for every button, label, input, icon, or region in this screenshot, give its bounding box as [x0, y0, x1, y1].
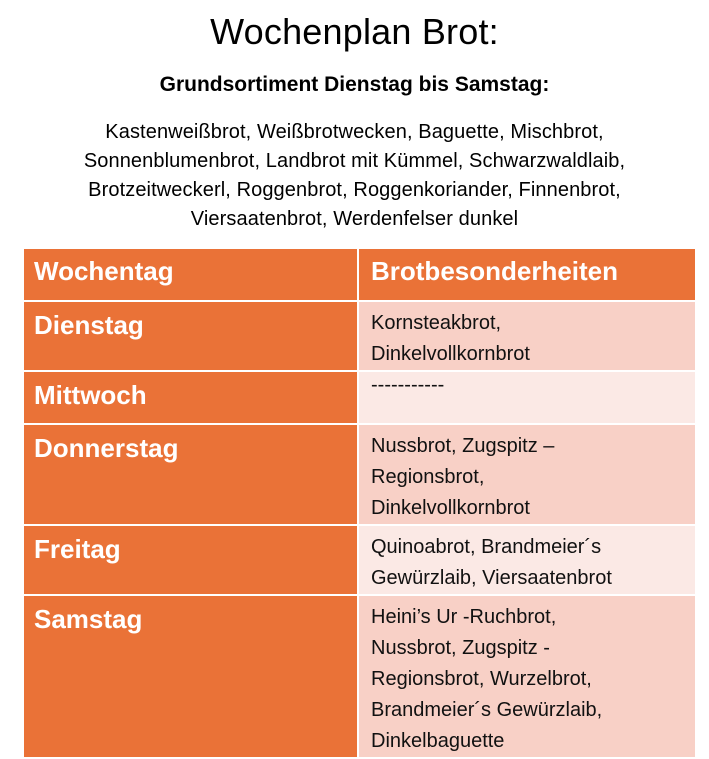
weekday-cell: Donnerstag: [23, 424, 358, 525]
bread-specials-cell: [358, 525, 696, 595]
table-row: [23, 371, 696, 424]
bread-specials-cell: [358, 371, 696, 424]
table-row: [23, 301, 696, 371]
bread-line: Gewürzlaib, Viersaatenbrot: [371, 567, 612, 589]
weekly-bread-table: [22, 247, 697, 759]
bread-line: Dinkelbaguette: [371, 730, 505, 752]
bread-line: Dinkelvollkornbrot: [371, 343, 530, 365]
bread-line: Dinkelvollkornbrot: [371, 497, 530, 519]
assortment-line: Viersaatenbrot, Werdenfelser dunkel: [190, 208, 519, 230]
bread-specials-cell: [358, 301, 696, 371]
page-subtitle: Grundsortiment Dienstag bis Samstag:: [159, 73, 550, 96]
assortment-line: Kastenweißbrot, Weißbrotwecken, Baguette, Mischbrot,: [105, 121, 604, 143]
bread-line: Brandmeier´s Gewürzlaib,: [371, 699, 603, 721]
table-row: [23, 595, 696, 758]
bread-specials-cell: [358, 595, 696, 758]
header-weekday: Wochentag: [23, 248, 358, 301]
bread-line: Kornsteakbrot,: [371, 312, 502, 334]
bread-line: Regionsbrot,: [371, 466, 485, 488]
weekday-cell: Dienstag: [23, 301, 358, 371]
weekday-cell: Freitag: [23, 525, 358, 595]
table-row: [23, 424, 696, 525]
bread-line: Heini’s Ur -Ruchbrot,: [371, 606, 557, 628]
weekday-cell: Samstag: [23, 595, 358, 758]
page-title: Wochenplan Brot:: [210, 11, 499, 52]
bread-line: Nussbrot, Zugspitz –: [371, 435, 555, 457]
assortment-line: Sonnenblumenbrot, Landbrot mit Kümmel, Schwarzwaldlaib,: [83, 150, 626, 172]
base-assortment: [20, 118, 689, 234]
header-bread-specials: Brotbesonderheiten: [358, 248, 696, 301]
bread-line: Nussbrot, Zugspitz -: [371, 637, 550, 659]
assortment-line: Brotzeitweckerl, Roggenbrot, Roggenkoriander, Finnenbrot,: [88, 179, 621, 201]
bread-line: Quinoabrot, Brandmeier´s: [371, 536, 602, 558]
bread-line: -----------: [371, 374, 445, 396]
table-row: [23, 525, 696, 595]
bread-line: Regionsbrot, Wurzelbrot,: [371, 668, 592, 690]
table-header-row: [23, 248, 696, 301]
weekday-cell: Mittwoch: [23, 371, 358, 424]
bread-specials-cell: [358, 424, 696, 525]
